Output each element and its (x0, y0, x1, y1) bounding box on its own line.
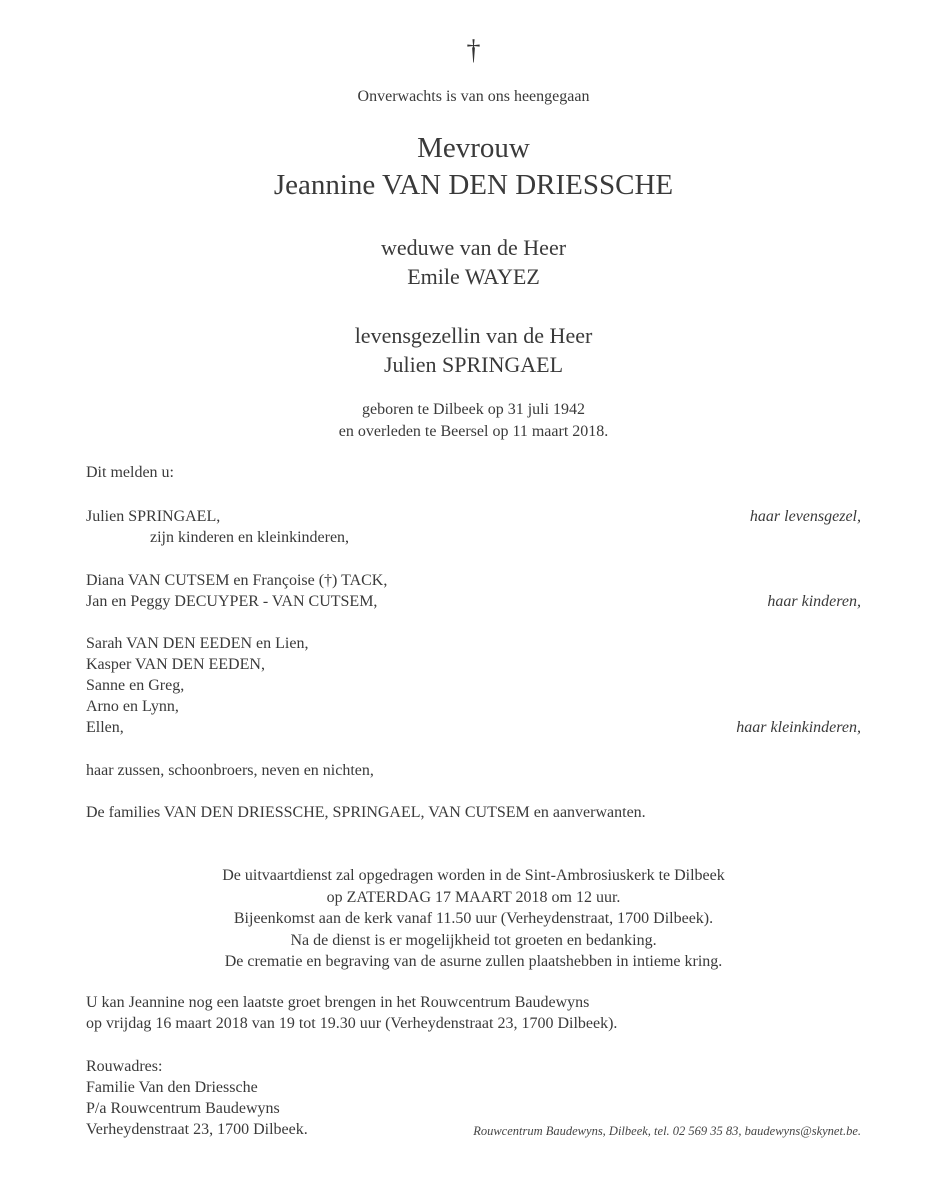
grandchild-line: Ellen, (86, 719, 124, 736)
deceased-name: Jeannine VAN DEN DRIESSCHE (273, 169, 674, 201)
address-heading: Rouwadres: (86, 1058, 163, 1075)
child-line: Diana VAN CUTSEM en Françoise (†) TACK, (86, 572, 388, 589)
widow-block (0, 233, 947, 291)
husband-name: Emile WAYEZ (407, 264, 540, 289)
visitation-line: op vrijdag 16 maart 2018 van 19 tot 19.30 uur (Verheydenstraat 23, 1700 Dilbeek). (86, 1015, 618, 1032)
deceased-title: Mevrouw (417, 132, 530, 164)
visitation-line: U kan Jeannine nog een laatste groet brengen in het Rouwcentrum Baudewyns (86, 994, 590, 1011)
ceremony-line: De uitvaartdienst zal opgedragen worden in de Sint-Ambrosiuskerk te Dilbeek (222, 867, 725, 884)
partner-block (0, 321, 947, 379)
child-line: Jan en Peggy DECUYPER - VAN CUTSEM, (86, 593, 378, 610)
address-line: P/a Rouwcentrum Baudewyns (86, 1100, 280, 1117)
dates-block (0, 399, 947, 443)
grandchild-line: Sanne en Greg, (86, 677, 185, 694)
mourner-partner-name: Julien SPRINGAEL, (86, 508, 221, 525)
intro-text: Onverwachts is van ons heengegaan (357, 88, 590, 105)
ceremony-line: op ZATERDAG 17 MAART 2018 om 12 uur. (326, 888, 621, 906)
ceremony-line: Bijeenkomst aan de kerk vanaf 11.50 uur (Verheydenstraat, 1700 Dilbeek). (233, 910, 714, 927)
families-line: De families VAN DEN DRIESSCHE, SPRINGAEL, VAN CUTSEM en aanverwanten. (86, 804, 646, 821)
ceremony-line: De crematie en begraving van de asurne zullen plaatshebben in intieme kring. (224, 953, 723, 970)
ceremony-block (0, 865, 947, 973)
deceased-name-block (0, 130, 947, 204)
address-line: Familie Van den Driessche (86, 1079, 258, 1096)
cross-icon: † (466, 35, 481, 66)
partner-name: Julien SPRINGAEL (383, 352, 564, 377)
grandchild-line: Arno en Lynn, (86, 698, 179, 715)
siblings-line: haar zussen, schoonbroers, neven en nichten, (86, 762, 374, 779)
mourner-partner-sub: zijn kinderen en kleinkinderen, (150, 529, 350, 546)
grandchild-line: Sarah VAN DEN EEDEN en Lien, (86, 635, 309, 652)
death-line: en overleden te Beersel op 11 maart 2018. (338, 423, 609, 440)
widow-line: weduwe van de Heer (380, 235, 567, 260)
funeral-home-footer: Rouwcentrum Baudewyns, Dilbeek, tel. 02 569 35 83, baudewyns@skynet.be. (473, 1124, 861, 1138)
address-line: Verheydenstraat 23, 1700 Dilbeek. (86, 1121, 308, 1138)
announcement-text: Dit melden u: (86, 464, 174, 481)
partner-line: levensgezellin van de Heer (354, 323, 593, 348)
grandchildren-role: haar kleinkinderen, (736, 719, 861, 736)
children-role: haar kinderen, (767, 593, 861, 610)
ceremony-line: Na de dienst is er mogelijkheid tot groeten en bedanking. (290, 931, 657, 949)
grandchild-line: Kasper VAN DEN EEDEN, (86, 656, 265, 673)
mourner-partner-role: haar levensgezel, (749, 508, 861, 525)
birth-line: geboren te Dilbeek op 31 juli 1942 (361, 401, 586, 418)
